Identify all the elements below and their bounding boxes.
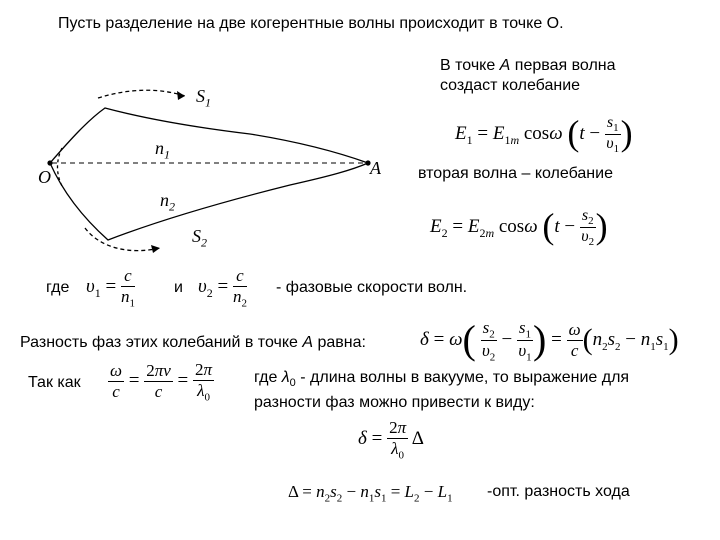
formula-omega-c: $\frac{\omega}{c}$ = $\frac{2\pi\nu}{c}$ = $\frac{2\pi}{\lambda_0}$ — [110, 360, 213, 404]
formula-delta2: δ = $\frac{2\pi}{\lambda_0}$ Δ — [358, 418, 425, 462]
formula-e2: $E_2 = E_{2m}$ cosω (t − $\frac{s_2}{\upsilon_2}$ ) — [430, 206, 608, 249]
label-s1: $S_1$ — [196, 86, 211, 110]
label-n1: $n_1$ — [155, 138, 170, 162]
upper-arrow — [98, 90, 185, 98]
point-a-text: В точке A первая волна создаст колебание — [440, 57, 616, 94]
formula-optical-path: $\Delta = n_2s_2 - n_1s_1 = L_2 - L_1$ — [288, 482, 453, 505]
formula-v2: $\upsilon_2$ = $\frac{c}{n_2}$ — [198, 266, 247, 310]
lower-arrowhead — [151, 245, 160, 253]
lower-arrow — [85, 228, 160, 251]
label-o: O — [38, 167, 51, 187]
formula-e1: $E_1 = E_{1m}$ cosω (t − $\frac{s_1}{\upsilon_1}$ ) — [455, 113, 633, 156]
upper-path-n1 — [50, 108, 368, 163]
point-o — [47, 160, 52, 165]
where-label: где — [46, 279, 70, 296]
label-s2: $S_2$ — [192, 226, 207, 250]
formula-v1: $\upsilon_1$ = $\frac{c}{n_1}$ — [86, 266, 135, 310]
slide-heading: Пусть разделение на две когерентные волны происходит в точке O. — [58, 15, 564, 32]
and-label: и — [174, 279, 183, 296]
lambda-text: где $\lambda_0$ - длина волны в вакууме, то выражение для разности фаз можно привести к виду: — [254, 369, 630, 412]
formula-delta: δ = ω( $\frac{s_2}{\upsilon_2}$ − $\frac{s_1}{\upsilon_1}$ ) = $\frac{\omega}{c}$ $(n_2s_2 - n_1s_1)$ — [420, 317, 679, 364]
label-n2: $n_2$ — [160, 190, 175, 214]
phase-diff-text: Разность фаз этих колебаний в точке A равна: — [20, 334, 366, 351]
second-wave-text: вторая волна – колебание — [418, 165, 613, 182]
lower-path-n2 — [50, 163, 368, 240]
since-label: Так как — [28, 374, 81, 391]
label-a: A — [370, 158, 381, 178]
upper-arrowhead — [177, 91, 185, 100]
phase-velocity-text: - фазовые скорости волн. — [276, 279, 468, 296]
opt-path-text: -опт. разность хода — [487, 483, 630, 500]
